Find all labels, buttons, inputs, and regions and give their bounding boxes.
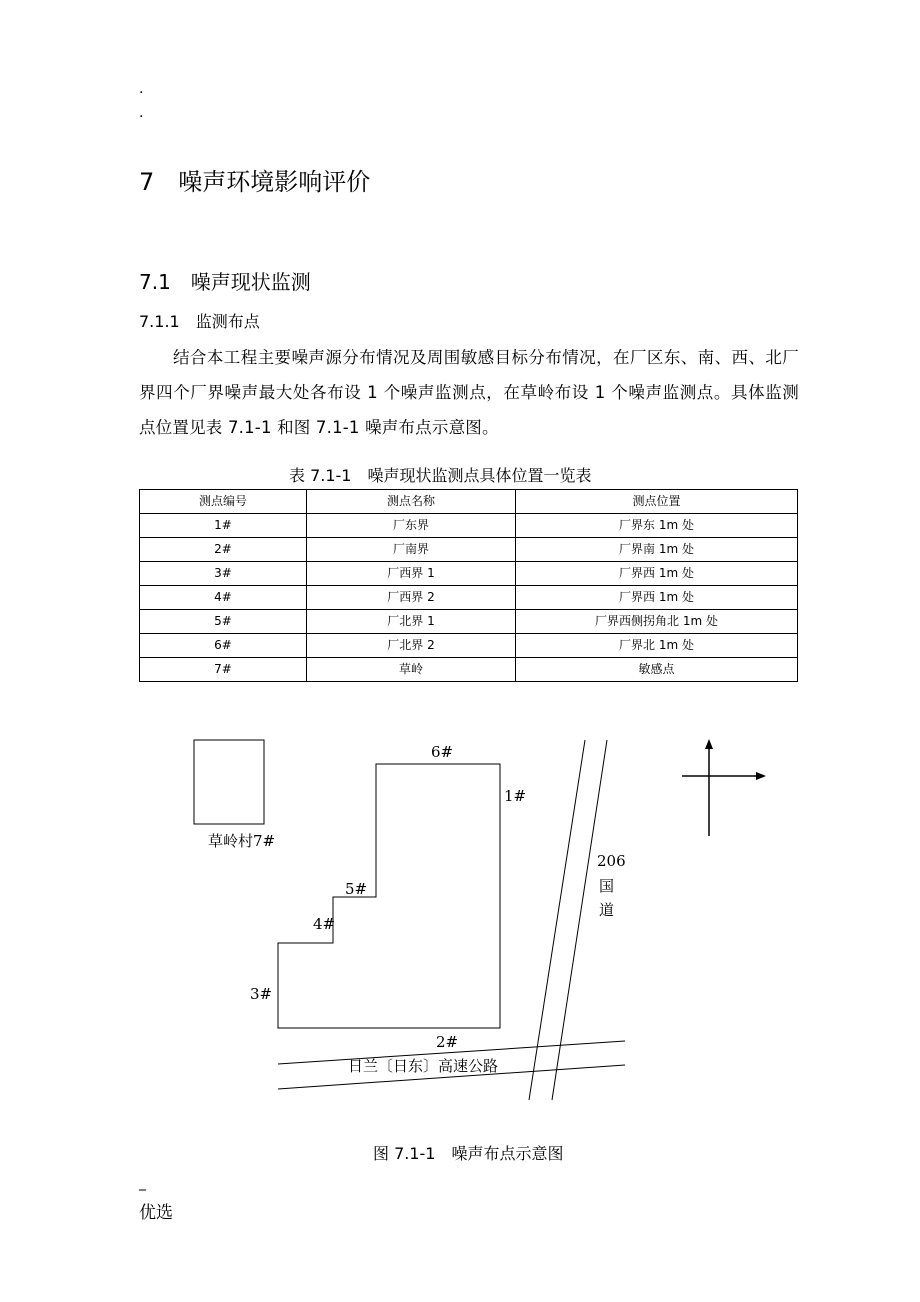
table-cell: 敏感点 <box>516 658 798 682</box>
table-cell: 3# <box>140 562 307 586</box>
table-cell: 厂界东 1m 处 <box>516 514 798 538</box>
table-cell: 厂界北 1m 处 <box>516 634 798 658</box>
table-cell: 厂北界 2 <box>307 634 516 658</box>
point-1-label: 1# <box>504 787 527 805</box>
table-cell: 草岭 <box>307 658 516 682</box>
table-cell: 厂界西侧拐角北 1m 处 <box>516 610 798 634</box>
subsection-title: 7.1 噪声现状监测 <box>139 270 311 294</box>
table-cell: 厂东界 <box>307 514 516 538</box>
table-cell: 厂北界 1 <box>307 610 516 634</box>
table-cell: 厂界西 1m 处 <box>516 562 798 586</box>
plant-boundary <box>278 764 500 1028</box>
village-label: 草岭村7# <box>208 832 276 850</box>
highway-label: 日兰〔日东〕高速公路 <box>348 1057 499 1075</box>
table-cell: 厂西界 2 <box>307 586 516 610</box>
road-206-char-1: 国 <box>599 877 615 895</box>
body-paragraph: 结合本工程主要噪声源分布情况及周围敏感目标分布情况，在厂区东、南、西、北厂界四个厂界噪声最大处各布设 1 个噪声监测点，在草岭布设 1 个噪声监测点。具体监测点位置见表 7.1-1 和图 7.1-1 噪声布点示意图。 <box>139 348 799 437</box>
point-6-label: 6# <box>431 743 454 761</box>
footer-dash: _ <box>139 1175 146 1191</box>
page-mark-dot-1: . <box>139 81 144 97</box>
road-206-char-2: 道 <box>599 901 615 919</box>
table-cell: 7# <box>140 658 307 682</box>
compass-arrow-icon <box>682 739 766 836</box>
road-206-right-edge <box>552 740 607 1100</box>
table-cell: 6# <box>140 634 307 658</box>
table-cell: 厂西界 1 <box>307 562 516 586</box>
table-caption: 表 7.1-1 噪声现状监测点具体位置一览表 <box>289 466 592 485</box>
table-header-cell: 测点编号 <box>140 490 307 514</box>
point-3-label: 3# <box>250 985 273 1003</box>
road-206-number: 206 <box>597 852 626 870</box>
table-cell: 1# <box>140 514 307 538</box>
figure-caption: 图 7.1-1 噪声布点示意图 <box>373 1144 564 1163</box>
table-cell: 厂界南 1m 处 <box>516 538 798 562</box>
chapter-title: 7 噪声环境影响评价 <box>139 168 371 196</box>
table-cell: 5# <box>140 610 307 634</box>
subsubsection-title: 7.1.1 监测布点 <box>139 312 260 331</box>
table-cell: 2# <box>140 538 307 562</box>
point-4-label: 4# <box>313 915 336 933</box>
table-header-cell: 测点名称 <box>307 490 516 514</box>
table-cell: 厂南界 <box>307 538 516 562</box>
table-cell: 4# <box>140 586 307 610</box>
table-header-cell: 测点位置 <box>516 490 798 514</box>
village-box <box>194 740 264 824</box>
page-mark-dot-2: . <box>139 105 144 121</box>
point-2-label: 2# <box>436 1033 459 1051</box>
footer-text: 优选 <box>139 1203 173 1223</box>
point-5-label: 5# <box>345 880 368 898</box>
table-cell: 厂界西 1m 处 <box>516 586 798 610</box>
